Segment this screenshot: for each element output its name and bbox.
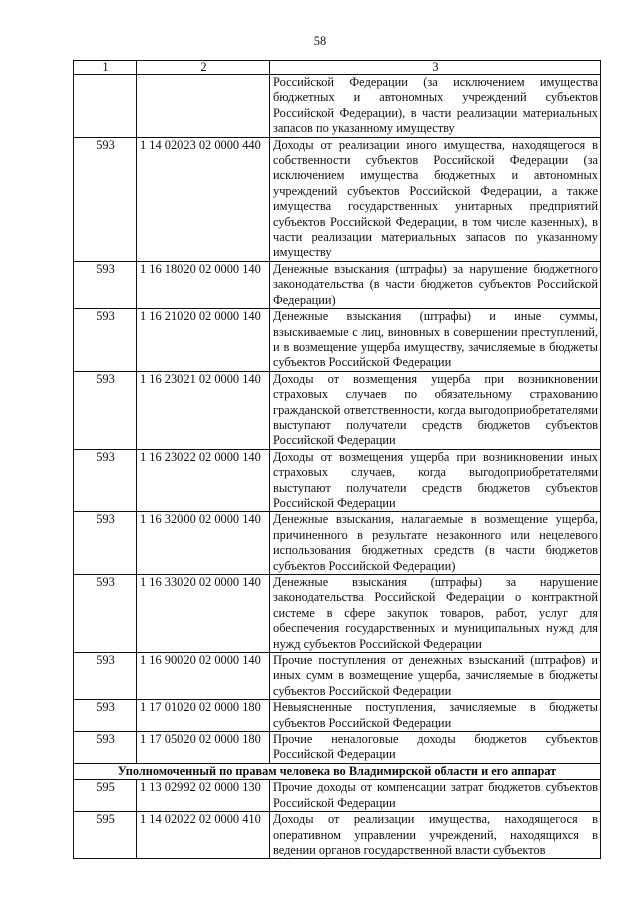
description-cell: Денежные взыскания (штрафы) за нарушение бюджетного законодательства (в части бюджетов субъектов Российской Федерации) [270,261,601,308]
admin-code-cell: 593 [74,261,137,308]
table-row [74,371,601,449]
description-cell: Денежные взыскания, налагаемые в возмещение ущерба, причиненного в результате незаконного или нецелевого использования бюджетных средств (в части бюджетов субъектов Российской Федерации) [270,512,601,575]
budget-code-cell: 1 16 23022 02 0000 140 [137,449,270,512]
column-header-2: 2 [137,61,270,75]
table-row [74,449,601,512]
table-row [74,575,601,653]
description-cell: Прочие неналоговые доходы бюджетов субъектов Российской Федерации [270,732,601,764]
table-row [74,261,601,308]
admin-code-cell: 595 [74,812,137,859]
budget-code-cell [137,75,270,138]
budget-code-cell: 1 17 01020 02 0000 180 [137,700,270,732]
budget-code-cell: 1 16 21020 02 0000 140 [137,309,270,372]
column-header-1: 1 [74,61,137,75]
description-cell: Доходы от реализации имущества, находящегося в оперативном управлении учреждений, находящихся в ведении органов государственной власти субъектов [270,812,601,859]
budget-code-cell: 1 16 18020 02 0000 140 [137,261,270,308]
page-number: 58 [313,34,327,48]
table-row [74,75,601,138]
admin-code-cell: 593 [74,371,137,449]
table-row [74,732,601,764]
description-cell: Прочие поступления от денежных взысканий (штрафов) и иных сумм в возмещение ущерба, зачисляемые в бюджеты субъектов Российской Федерации [270,653,601,700]
description-cell: Доходы от возмещения ущерба при возникновении иных страховых случаев, когда выгодоприобретателями выступают получатели средств бюджетов субъектов Российской Федерации [270,449,601,512]
budget-code-cell: 1 16 32000 02 0000 140 [137,512,270,575]
admin-code-cell: 593 [74,309,137,372]
table-header-row [74,61,601,75]
budget-income-table [73,60,601,859]
description-cell: Денежные взыскания (штрафы) за нарушение законодательства Российской Федерации о контрактной системе в сфере закупок товаров, работ, услуг для обеспечения государственных и муниципальных нужд для нужд субъектов Российской Федерации [270,575,601,653]
description-cell: Российской Федерации (за исключением имущества бюджетных и автономных учреждений субъектов Российской Федерации), в части реализации материальных запасов по указанному имуществу [270,75,601,138]
admin-code-cell: 593 [74,137,137,261]
admin-code-cell: 595 [74,780,137,812]
table-row [74,653,601,700]
description-cell: Доходы от реализации иного имущества, находящегося в собственности субъектов Российской Федерации (за исключением имущества бюджетных и автономных учреждений субъектов Российской Федерации, а также имущества государственных унитарных предприятий субъектов Российской Федерации, в том числе казенных), в части реализации материальных запасов по указанному имуществу [270,137,601,261]
admin-code-cell: 593 [74,449,137,512]
description-cell: Денежные взыскания (штрафы) и иные суммы, взыскиваемые с лиц, виновных в совершении преступлений, и в возмещение ущерба имуществу, зачисляемые в бюджеты субъектов Российской Федерации [270,309,601,372]
section-header-row [74,763,601,779]
admin-code-cell: 593 [74,653,137,700]
description-cell: Прочие доходы от компенсации затрат бюджетов субъектов Российской Федерации [270,780,601,812]
section-title: Уполномоченный по правам человека во Владимирской области и его аппарат [74,763,601,779]
description-cell: Доходы от возмещения ущерба при возникновении страховых случаев по обязательному страхованию гражданской ответственности, когда выгодоприобретателями выступают получатели средств бюджетов субъектов Российской Федерации [270,371,601,449]
budget-code-cell: 1 16 90020 02 0000 140 [137,653,270,700]
admin-code-cell: 593 [74,700,137,732]
budget-code-cell: 1 14 02022 02 0000 410 [137,812,270,859]
admin-code-cell: 593 [74,732,137,764]
table-row [74,780,601,812]
budget-code-cell: 1 16 33020 02 0000 140 [137,575,270,653]
budget-code-cell: 1 16 23021 02 0000 140 [137,371,270,449]
budget-code-cell: 1 17 05020 02 0000 180 [137,732,270,764]
budget-code-cell: 1 13 02992 02 0000 130 [137,780,270,812]
table-row [74,812,601,859]
table-row [74,512,601,575]
column-header-3: 3 [270,61,601,75]
budget-code-cell: 1 14 02023 02 0000 440 [137,137,270,261]
admin-code-cell: 593 [74,575,137,653]
admin-code-cell: 593 [74,512,137,575]
admin-code-cell [74,75,137,138]
description-cell: Невыясненные поступления, зачисляемые в бюджеты субъектов Российской Федерации [270,700,601,732]
table-row [74,700,601,732]
table-row [74,309,601,372]
table-row [74,137,601,261]
